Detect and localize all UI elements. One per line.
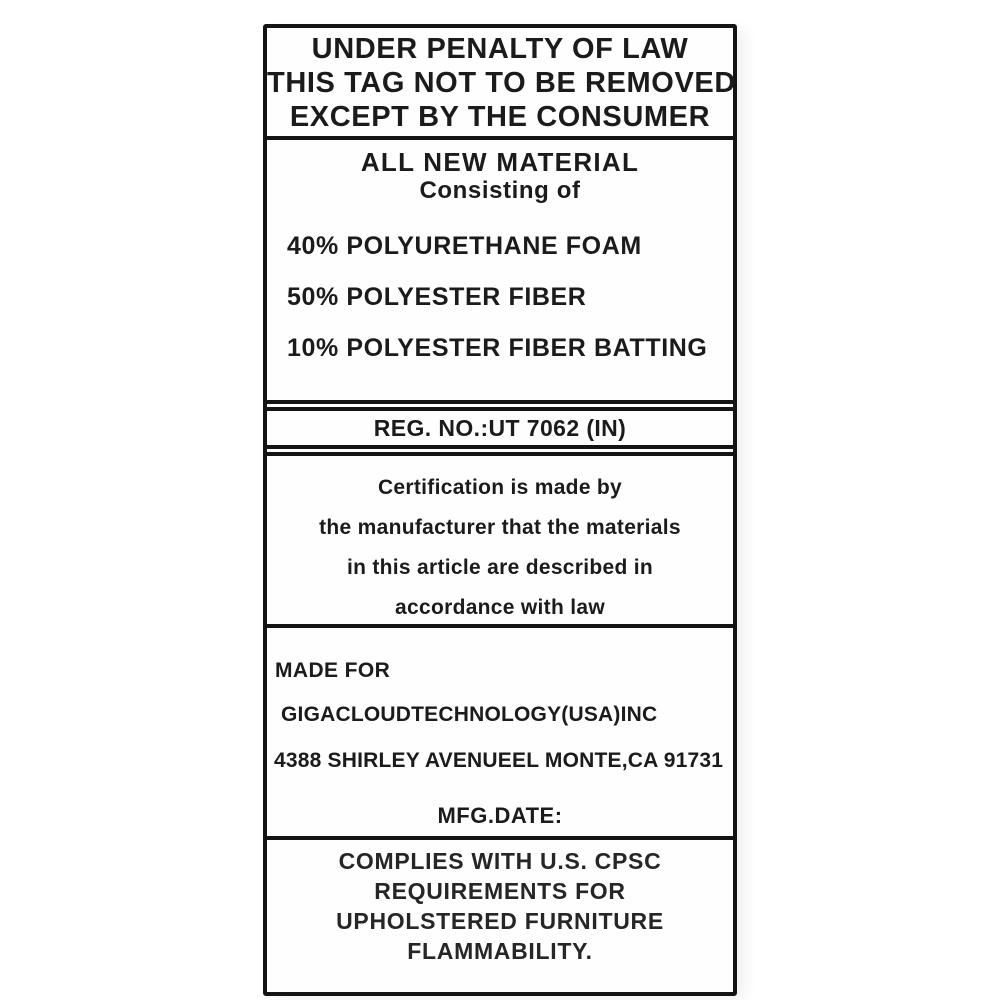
- compliance-section: [267, 840, 733, 992]
- materials-list: [267, 234, 733, 361]
- made-for-company: GIGACLOUDTECHNOLOGY(USA)INC: [281, 703, 658, 726]
- made-for-section: [267, 628, 733, 840]
- material-item-fiber: 50% POLYESTER FIBER: [287, 283, 587, 311]
- made-for-address: 4388 SHIRLEY AVENUEEL MONTE,CA 91731: [274, 749, 724, 772]
- made-for-label: MADE FOR: [275, 659, 391, 682]
- certification-line-3: in this article are described in: [346, 556, 654, 579]
- certification-line-2: the manufacturer that the materials: [319, 516, 681, 539]
- law-label-tag: [263, 24, 737, 996]
- mfg-date-label: MFG.DATE:: [437, 803, 563, 828]
- certification-line-1: Certification is made by: [377, 476, 623, 499]
- materials-heading: ALL NEW MATERIAL: [360, 147, 640, 177]
- penalty-line-3: EXCEPT BY THE CONSUMER: [289, 101, 711, 133]
- material-item-batting: 10% POLYESTER FIBER BATTING: [287, 334, 708, 362]
- compliance-line-3: UPHOLSTERED FURNITURE: [336, 908, 664, 934]
- penalty-header-section: [267, 28, 736, 140]
- penalty-line-2: THIS TAG NOT TO BE REMOVED: [267, 67, 736, 99]
- certification-section: [267, 452, 733, 628]
- reg-no-text: REG. NO.:UT 7062 (IN): [373, 414, 627, 441]
- registration-section: [267, 407, 733, 449]
- certification-line-4: accordance with law: [395, 596, 605, 619]
- compliance-line-4: FLAMMABILITY.: [407, 938, 593, 964]
- material-item-foam: 40% POLYURETHANE FOAM: [287, 232, 642, 260]
- penalty-line-1: UNDER PENALTY OF LAW: [311, 33, 689, 65]
- compliance-line-2: REQUIREMENTS FOR: [374, 878, 626, 904]
- materials-section: [267, 140, 733, 404]
- compliance-line-1: COMPLIES WITH U.S. CPSC: [338, 848, 662, 874]
- materials-subheading: Consisting of: [419, 177, 581, 204]
